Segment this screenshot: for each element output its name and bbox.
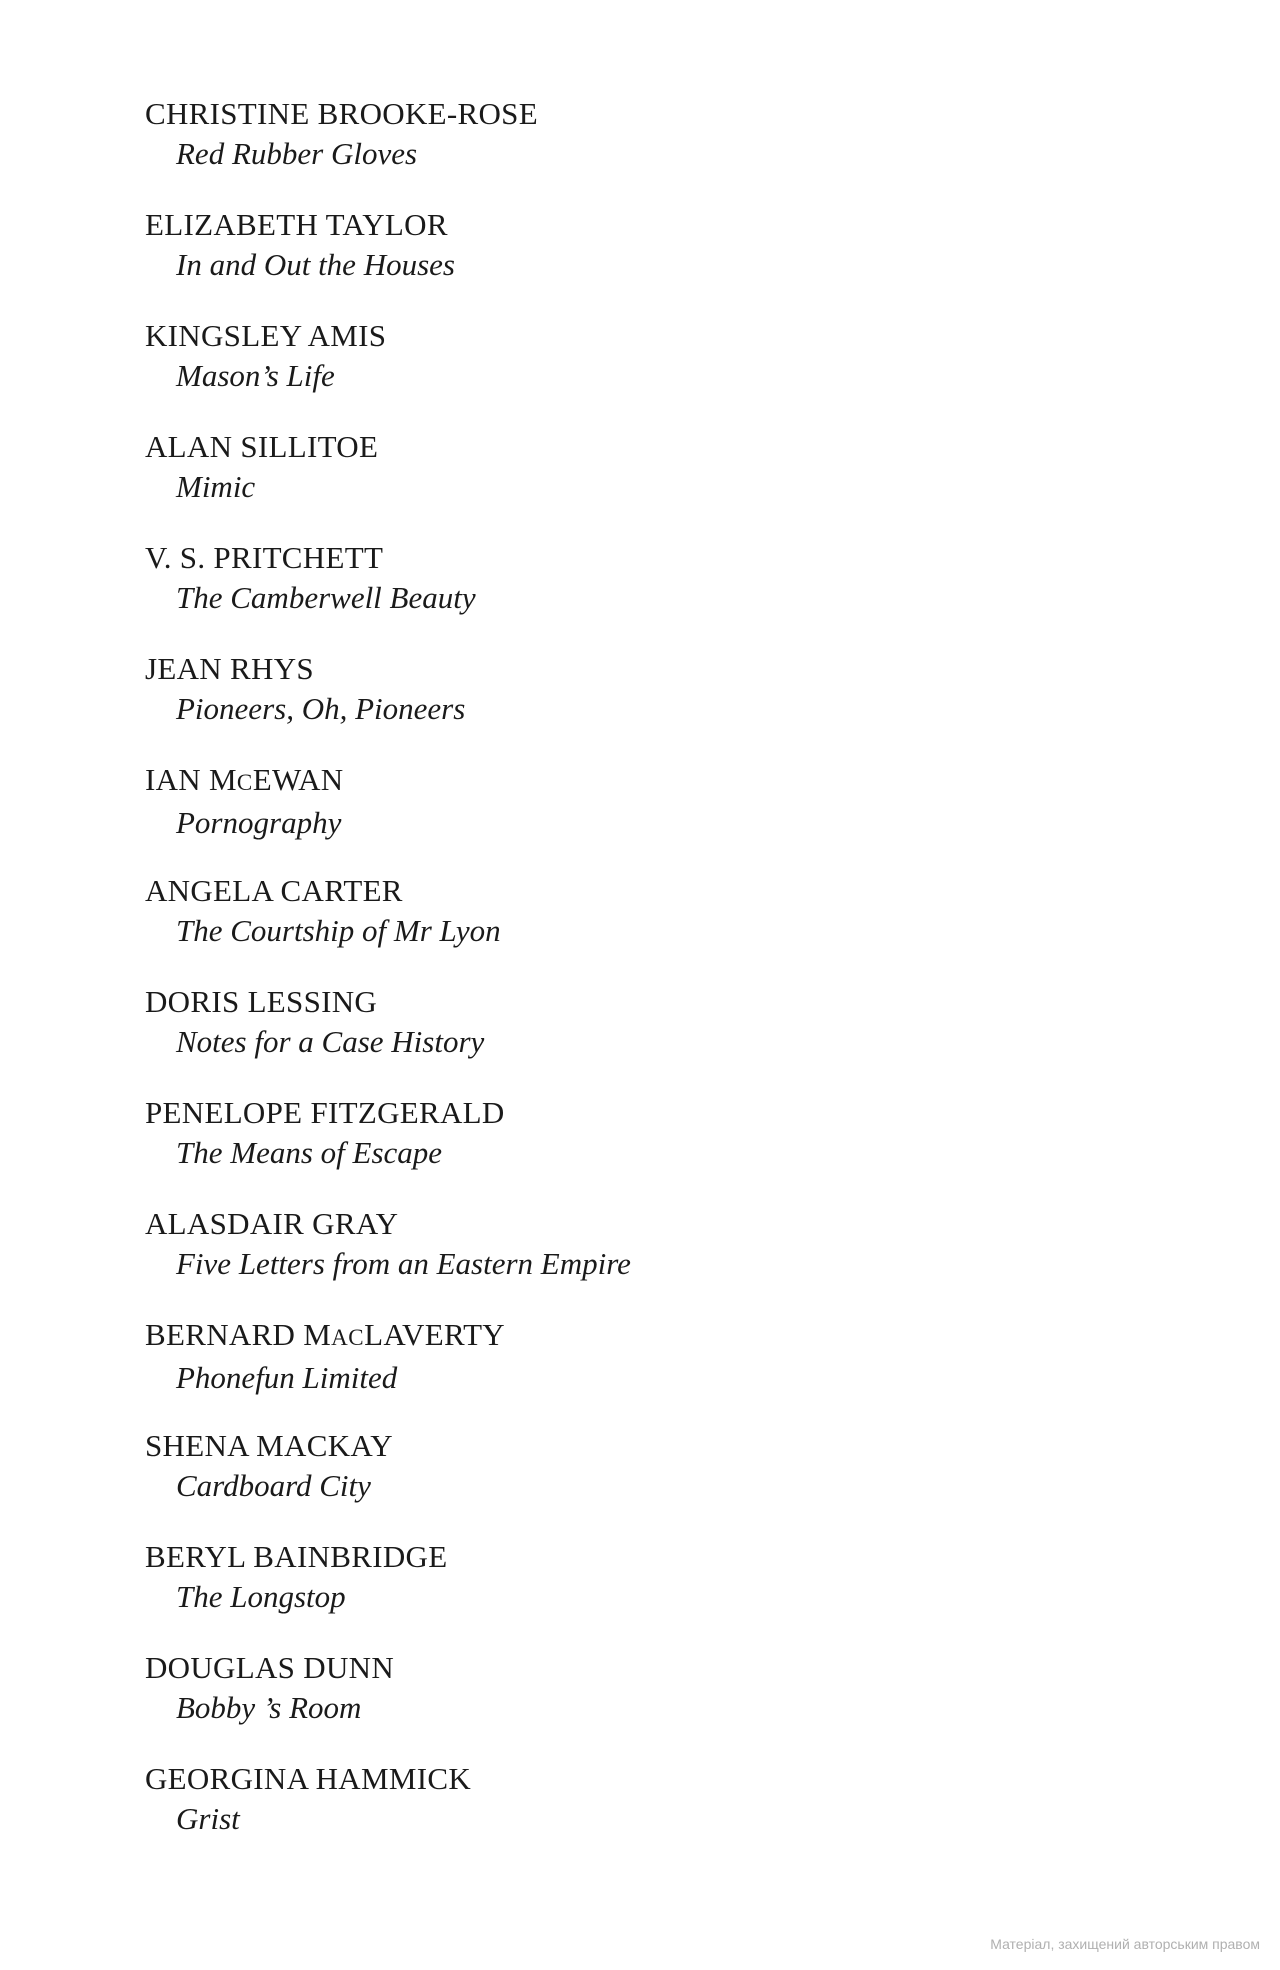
- entry-gray: [145, 1204, 1145, 1315]
- author-name: [145, 1315, 1145, 1358]
- author-name: DORIS LESSING: [145, 984, 378, 1019]
- author-name-part: BERNARD M: [145, 1317, 332, 1352]
- author-name-part: EWAN: [252, 762, 344, 797]
- author-name: [145, 760, 1145, 803]
- entry-maclaverty: [145, 1315, 1145, 1426]
- author-name: ANGELA CARTER: [145, 873, 403, 908]
- entry-pritchett: [145, 538, 1145, 649]
- story-title: Bobby ’s Room: [176, 1690, 362, 1725]
- author-name: ALASDAIR GRAY: [145, 1206, 399, 1241]
- story-title: In and Out the Houses: [176, 247, 455, 282]
- author-name-smallcaps: C: [236, 770, 253, 795]
- entry-amis: [145, 316, 1145, 427]
- story-title: Pornography: [176, 805, 342, 840]
- story-title: Pioneers, Oh, Pioneers: [176, 691, 466, 726]
- story-title: Red Rubber Gloves: [176, 136, 418, 171]
- story-title: Cardboard City: [176, 1468, 371, 1503]
- story-title: Grist: [176, 1801, 240, 1836]
- author-name: CHRISTINE BROOKE-ROSE: [145, 96, 538, 131]
- author-name-part: LAVERTY: [364, 1317, 505, 1352]
- copyright-watermark: Матеріал, захищений авторським правом: [990, 1936, 1260, 1952]
- story-title: The Courtship of Mr Lyon: [176, 913, 501, 948]
- story-title: Phonefun Limited: [176, 1360, 398, 1395]
- entry-brooke-rose: [145, 94, 1145, 205]
- contents-list: [145, 94, 1145, 1870]
- author-name: JEAN RHYS: [145, 651, 314, 686]
- entry-taylor: [145, 205, 1145, 316]
- story-title: The Longstop: [176, 1579, 346, 1614]
- entry-fitzgerald: [145, 1093, 1145, 1204]
- entry-hammick: [145, 1759, 1145, 1870]
- story-title: The Camberwell Beauty: [176, 580, 476, 615]
- author-name: SHENA MACKAY: [145, 1428, 393, 1463]
- story-title: Five Letters from an Eastern Empire: [176, 1246, 631, 1281]
- entry-bainbridge: [145, 1537, 1145, 1648]
- author-name-smallcaps: AC: [331, 1325, 365, 1350]
- entry-carter: [145, 871, 1145, 982]
- entry-mackay: [145, 1426, 1145, 1537]
- story-title: The Means of Escape: [176, 1135, 443, 1170]
- entry-dunn: [145, 1648, 1145, 1759]
- entry-mcewan: [145, 760, 1145, 871]
- author-name: PENELOPE FITZGERALD: [145, 1095, 505, 1130]
- author-name: BERYL BAINBRIDGE: [145, 1539, 448, 1574]
- author-name: ELIZABETH TAYLOR: [145, 207, 448, 242]
- author-name-part: IAN M: [145, 762, 237, 797]
- author-name: GEORGINA HAMMICK: [145, 1761, 472, 1796]
- author-name: V. S. PRITCHETT: [145, 540, 384, 575]
- author-name: KINGSLEY AMIS: [145, 318, 387, 353]
- story-title: Mason’s Life: [176, 358, 335, 393]
- author-name: DOUGLAS DUNN: [145, 1650, 395, 1685]
- entry-rhys: [145, 649, 1145, 760]
- story-title: Notes for a Case History: [176, 1024, 485, 1059]
- author-name: ALAN SILLITOE: [145, 429, 379, 464]
- entry-lessing: [145, 982, 1145, 1093]
- story-title: Mimic: [176, 469, 256, 504]
- entry-sillitoe: [145, 427, 1145, 538]
